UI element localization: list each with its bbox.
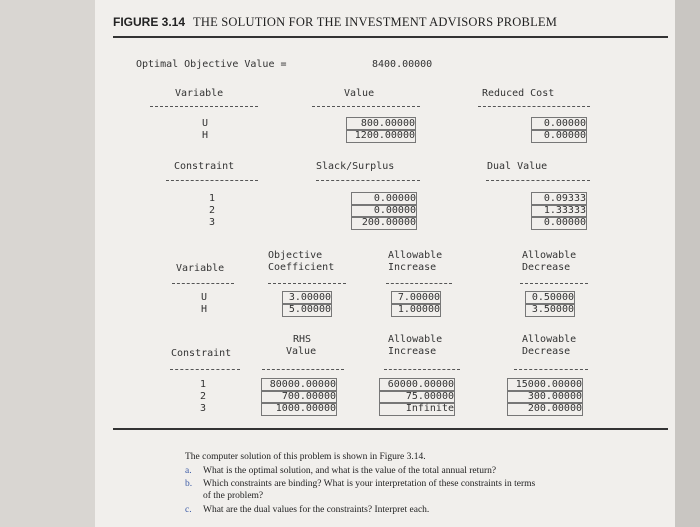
rhs-allowable-increase: Infinite [380,403,454,415]
header-decrease: Decrease [522,346,571,357]
divider [262,369,344,370]
divider [384,369,460,370]
divider [316,180,420,181]
variable-value: 800.00000 [347,118,415,130]
variable-name: H [202,130,209,141]
divider [150,106,258,107]
divider [386,283,452,284]
question-a-text: What is the optimal solution, and what is the value of the total annual return? [203,466,497,476]
dual-value: 1.33333 [532,205,586,217]
rhs-allowable-decrease: 15000.00000 [508,379,582,391]
constraint-number: 1 [209,193,216,204]
question-c-text: What are the dual values for the constraints? Interpret each. [203,505,430,515]
reduced-cost-value: 0.00000 [532,118,586,130]
objective-coef: 5.00000 [283,304,331,316]
header-value: Value [344,88,375,99]
header-coefficient: Coefficient [268,262,335,273]
header-decrease: Decrease [522,262,571,273]
header-constraint-2: Constraint [171,348,232,359]
question-intro: The computer solution of this problem is shown in Figure 3.14. [185,452,426,462]
divider [514,369,588,370]
rhs-allowable-decrease: 200.00000 [508,403,582,415]
figure-title [113,15,557,30]
header-variable: Variable [175,88,224,99]
header-increase: Increase [388,262,437,273]
header-allowable-dec: Allowable [522,250,577,261]
header-allowable-dec: Allowable [522,334,577,345]
divider [312,106,420,107]
variable-value: 1200.00000 [347,130,415,142]
dual-value: 0.00000 [532,217,586,229]
figure-label: FIGURE 3.14 [113,15,186,29]
bottom-rule [113,428,668,430]
header-dual-value: Dual Value [487,161,548,172]
objective-label: Optimal Objective Value = [136,59,287,70]
divider [166,180,258,181]
rhs-allowable-decrease: 300.00000 [508,391,582,403]
header-slack-surplus: Slack/Surplus [316,161,395,172]
divider [478,106,590,107]
question-a [185,466,496,477]
question-b-text: Which constraints are binding? What is your interpretation of these constraints in terms [203,479,536,489]
objective-coef: 3.00000 [283,292,331,304]
allowable-increase: 1.00000 [392,304,440,316]
header-objective: Objective [268,250,323,261]
header-allowable-inc: Allowable [388,250,443,261]
header-reduced-cost: Reduced Cost [482,88,555,99]
header-increase: Increase [388,346,437,357]
constraint-number: 2 [200,391,207,402]
variable-name: U [202,118,209,129]
question-b-continued: of the problem? [203,491,264,501]
divider [268,283,346,284]
reduced-cost-value: 0.00000 [532,130,586,142]
question-b [185,479,535,490]
constraint-number: 3 [200,403,207,414]
divider [172,283,234,284]
rhs-value: 700.00000 [262,391,336,403]
divider [520,283,588,284]
constraint-number: 3 [209,217,216,228]
slack-value: 0.00000 [352,205,416,217]
header-constraint: Constraint [174,161,235,172]
variable-name: H [201,304,208,315]
figure-caption: THE SOLUTION FOR THE INVESTMENT ADVISORS PROBLEM [193,15,558,29]
objective-value: 8400.00000 [372,59,433,70]
divider [170,369,240,370]
divider [486,180,590,181]
rhs-value: 1000.00000 [262,403,336,415]
question-c-label: c. [185,505,192,515]
rhs-value: 80000.00000 [262,379,336,391]
header-rhs-value: Value [286,346,317,357]
header-allowable-inc: Allowable [388,334,443,345]
question-a-label: a. [185,466,192,476]
allowable-decrease: 3.50000 [526,304,574,316]
dual-value: 0.09333 [532,193,586,205]
page-edge [675,0,700,527]
variable-name: U [201,292,208,303]
constraint-number: 2 [209,205,216,216]
rhs-allowable-increase: 60000.00000 [380,379,454,391]
question-b-label: b. [185,479,193,489]
slack-value: 0.00000 [352,193,416,205]
constraint-number: 1 [200,379,207,390]
question-c [185,505,429,516]
header-rhs: RHS [293,334,312,345]
header-variable-2: Variable [176,263,225,274]
allowable-decrease: 0.50000 [526,292,574,304]
rhs-allowable-increase: 75.00000 [380,391,454,403]
allowable-increase: 7.00000 [392,292,440,304]
title-rule [113,36,668,38]
slack-value: 200.00000 [352,217,416,229]
